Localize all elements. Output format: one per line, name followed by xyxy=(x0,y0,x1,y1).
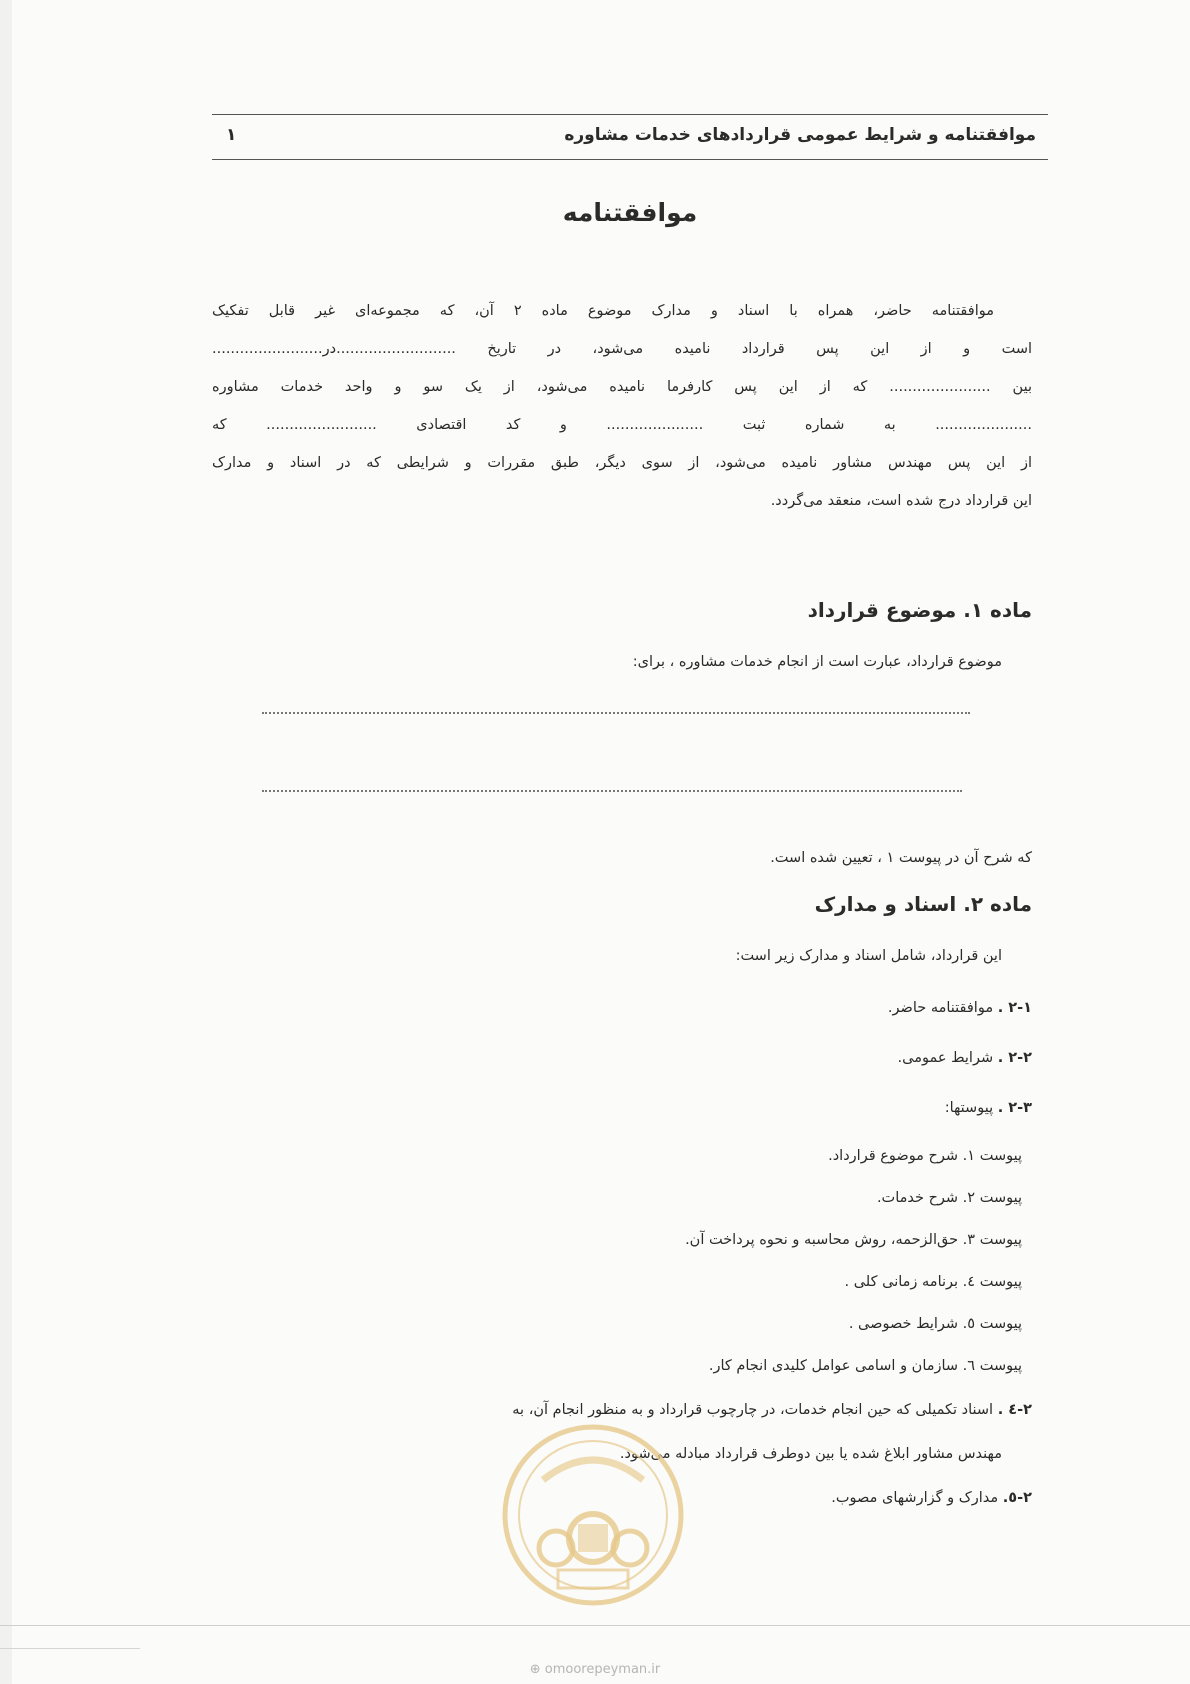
page-number: ۱ xyxy=(226,125,237,145)
fill-in-line xyxy=(262,790,962,792)
list-item xyxy=(512,1402,1032,1418)
running-header xyxy=(212,114,1048,160)
article1-text: موضوع قرارداد، عبارت است از انجام خدمات مشاوره ، برای: xyxy=(632,654,1002,670)
list-item xyxy=(831,1490,1032,1506)
article2-intro: این قرارداد، شامل اسناد و مدارک زیر است: xyxy=(735,948,1002,964)
globe-icon: ⊕ xyxy=(529,1662,545,1677)
annex-item: پیوست ٦. سازمان و اسامی عوامل کلیدی انجام کار. xyxy=(708,1358,1022,1374)
list-item-text: پیوستها: xyxy=(944,1100,994,1116)
list-item-text: اسناد تکمیلی که حین انجام خدمات، در چارچوب قرارداد و به منظور انجام آن، به xyxy=(512,1402,994,1418)
annex-item: پیوست ٤. برنامه زمانی کلی . xyxy=(844,1274,1022,1290)
list-item-text: شرایط عمومی. xyxy=(897,1050,994,1066)
footer-rule xyxy=(0,1625,1190,1626)
intro-line: ..................... به شماره ثبت ..................... و کد اقتصادی ........................ که xyxy=(212,417,1032,433)
list-item-text: موافقتنامه حاضر. xyxy=(887,1000,994,1016)
footer-rule xyxy=(0,1648,140,1649)
watermark xyxy=(0,1662,1190,1677)
document-title: موافقتنامه xyxy=(562,198,698,227)
fill-in-line xyxy=(262,712,970,714)
list-item-number: ۲-۳ . xyxy=(997,1100,1032,1116)
intro-line: از این پس مهندس مشاور نامیده می‌شود، از سوی دیگر، طبق مقررات و شرایطی که در اسناد و مدارک xyxy=(212,455,1032,471)
watermark-text: omoorepeyman.ir xyxy=(544,1662,661,1677)
intro-line: است و از این پس قرارداد نامیده می‌شود، در تاریخ ..........................در........................ xyxy=(212,341,1032,357)
header-title: موافقتنامه و شرایط عمومی قراردادهای خدمات مشاوره xyxy=(564,125,1036,145)
annex-item: پیوست ٥. شرایط خصوصی . xyxy=(848,1316,1022,1332)
article1-closing: که شرح آن در پیوست ۱ ، تعیین شده است. xyxy=(770,850,1032,866)
intro-line: موافقتنامه حاضر، همراه با اسناد و مدارک موضوع ماده ۲ آن، که مجموعه‌ای غیر قابل تفکیک xyxy=(212,303,994,319)
list-item-continuation: مهندس مشاور ابلاغ شده یا بین دوطرف قرارداد مبادله می‌شود. xyxy=(619,1446,1002,1462)
seal-stamp-icon xyxy=(498,1420,688,1610)
intro-paragraph xyxy=(212,292,1032,520)
list-item xyxy=(888,1000,1032,1016)
list-item-number: ۲-٥. xyxy=(1002,1490,1032,1506)
list-item xyxy=(898,1050,1032,1066)
list-item-number: ۲-۱ . xyxy=(997,1000,1032,1016)
list-item-number: ۲-۲ . xyxy=(997,1050,1032,1066)
annex-item: پیوست ۱. شرح موضوع قرارداد. xyxy=(828,1148,1022,1164)
annex-item: پیوست ۲. شرح خدمات. xyxy=(876,1190,1022,1206)
article1-heading: ماده ۱. موضوع قرارداد xyxy=(807,598,1032,622)
article2-heading: ماده ۲. اسناد و مدارک xyxy=(814,892,1032,916)
list-item xyxy=(945,1100,1032,1116)
intro-line: این قرارداد درج شده است، منعقد می‌گردد. xyxy=(770,493,1032,509)
list-item-text: مدارک و گزارشهای مصوب. xyxy=(831,1490,999,1506)
intro-line: بین ...................... که از این پس کارفرما نامیده می‌شود، از یک سو و واحد خدمات مشاوره xyxy=(212,379,1032,395)
annex-item: پیوست ۳. حق‌الزحمه، روش محاسبه و نحوه پرداخت آن. xyxy=(685,1232,1022,1248)
list-item-number: ۲-٤ . xyxy=(997,1402,1032,1418)
